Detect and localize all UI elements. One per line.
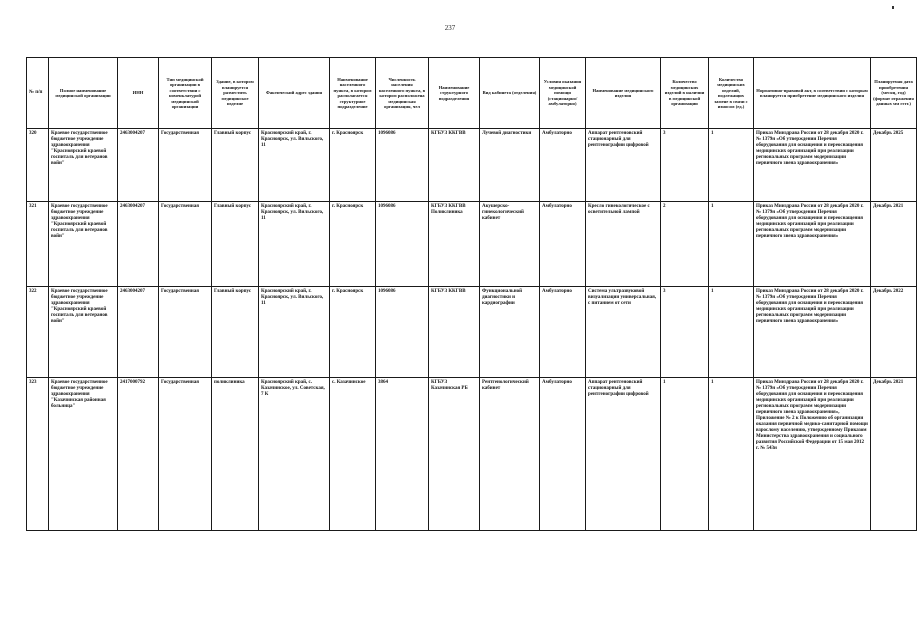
header-office: Вид кабинета (отделения) xyxy=(480,58,540,129)
cell-num: 323 xyxy=(27,378,49,531)
header-address: Фактический адрес здания xyxy=(259,58,330,129)
scan-edge-mark xyxy=(892,6,894,9)
cell-planned-date: Декабрь 2021 xyxy=(871,378,917,531)
cell-subdivision: КГБУЗ ККГВВ xyxy=(429,129,480,202)
cell-address: Красноярский край, г. Красноярск, ул. Вильского, 11 xyxy=(259,129,330,202)
cell-qty-replace: 1 xyxy=(709,287,754,378)
cell-building: Главный корпус xyxy=(212,129,259,202)
cell-legal-act: Приказ Минздрава России от 28 декабря 2020 г. № 1379н «Об утверждении Перечня оборудования для оснащения и переоснащения медицинских организаций при реализации региональных программ модернизации первичного звена здравоохранения» xyxy=(754,202,871,287)
cell-qty-existing: 3 xyxy=(661,287,709,378)
cell-office: Рентгенологический кабинет xyxy=(480,378,540,531)
cell-office: Функциональной диагностики и кардиографии xyxy=(480,287,540,378)
cell-org-name: Краевое государственное бюджетное учреждение здравоохранения "Казачинская районная больница" xyxy=(49,378,118,531)
cell-inn: 2463004207 xyxy=(118,202,159,287)
header-building: Здание, в котором планируется разместить медицинское изделие xyxy=(212,58,259,129)
cell-conditions: Амбулаторно xyxy=(540,129,586,202)
header-org-type: Тип медицинской организации в соответствии с номенклатурой медицинской организации xyxy=(159,58,212,129)
table-row xyxy=(27,129,917,202)
cell-subdivision: КГБУЗ Казачинская РБ xyxy=(429,378,480,531)
header-qty-existing: Количество медицинских изделий в наличии в медицинской организации xyxy=(661,58,709,129)
cell-legal-act: Приказ Минздрава России от 28 декабря 2020 г. № 1379н «Об утверждении Перечня оборудования для оснащения и переоснащения медицинских организаций при реализации региональных программ модернизации первичного звена здравоохранения» xyxy=(754,287,871,378)
cell-org-type: Государственная xyxy=(159,287,212,378)
cell-conditions: Амбулаторно xyxy=(540,202,586,287)
header-inn: ИНН xyxy=(118,58,159,129)
table-row xyxy=(27,287,917,378)
cell-inn: 2417000792 xyxy=(118,378,159,531)
header-subdivision: Наименование структурного подразделения xyxy=(429,58,480,129)
cell-office: Лучевой диагностики xyxy=(480,129,540,202)
header-qty-replace: Количество медицинских изделий, подлежащих замене в связи с износом (ед.) xyxy=(709,58,754,129)
header-planned-date: Планируемая дата приобретения (месяц, год) (формат отражения данных мм гггг.) xyxy=(871,58,917,129)
cell-device-name: Аппарат рентгеновский стационарный для рентгенографии цифровой xyxy=(586,129,661,202)
cell-population: 1096086 xyxy=(376,202,429,287)
header-locality: Наименование населенного пункта, в котором располагается структурное подразделение xyxy=(330,58,376,129)
cell-planned-date: Декабрь 2021 xyxy=(871,202,917,287)
table-row xyxy=(27,202,917,287)
cell-qty-existing: 3 xyxy=(661,129,709,202)
cell-org-name: Краевое государственное бюджетное учреждение здравоохранения "Красноярский краевой госпиталь для ветеранов войн" xyxy=(49,202,118,287)
cell-org-type: Государственная xyxy=(159,202,212,287)
cell-locality: г. Красноярск xyxy=(330,202,376,287)
header-device-name: Наименование медицинского изделия xyxy=(586,58,661,129)
cell-subdivision: КГБУЗ ККГВВ xyxy=(429,287,480,378)
cell-num: 322 xyxy=(27,287,49,378)
cell-locality: г. Красноярск xyxy=(330,287,376,378)
cell-planned-date: Декабрь 2022 xyxy=(871,287,917,378)
cell-locality: г. Красноярск xyxy=(330,129,376,202)
cell-device-name: Кресло гинекологическое с осветительной лампой xyxy=(586,202,661,287)
cell-population: 3864 xyxy=(376,378,429,531)
header-org-name: Полное наименование медицинской организации xyxy=(49,58,118,129)
cell-num: 320 xyxy=(27,129,49,202)
table-row xyxy=(27,378,917,531)
cell-building: поликлиника xyxy=(212,378,259,531)
cell-address: Красноярский край, с. Казачинское, ул. Советская, 7 К xyxy=(259,378,330,531)
cell-num: 321 xyxy=(27,202,49,287)
cell-qty-existing: 1 xyxy=(661,378,709,531)
header-population: Численность населения населенного пункта, в котором расположена медицинская организация, чел xyxy=(376,58,429,129)
cell-office: Акушерско-гинекологический кабинет xyxy=(480,202,540,287)
cell-device-name: Аппарат рентгеновский стационарный для рентгенографии цифровой xyxy=(586,378,661,531)
header-num: № п/п xyxy=(27,58,49,129)
cell-legal-act: Приказ Минздрава России от 28 декабря 2020 г. № 1379н «Об утверждении Перечня оборудования для оснащения и переоснащения медицинских организаций при реализации региональных программ модернизации первичного звена здравоохранения», Приложение № 2 к Положению об организации оказания первичной медико-санитарной помощи взрослому населению, утвержденному Приказом Министерства здравоохранения и социального развития Российской Федерации от 15 мая 2012 г. № 543н xyxy=(754,378,871,531)
header-legal-act: Нормативно-правовой акт, в соответствии с которым планируется приобретение медицинского изделия xyxy=(754,58,871,129)
cell-legal-act: Приказ Минздрава России от 28 декабря 2020 г. № 1379н «Об утверждении Перечня оборудования для оснащения и переоснащения медицинских организаций при реализации региональных программ модернизации первичного звена здравоохранения» xyxy=(754,129,871,202)
cell-device-name: Система ультразвуковой визуализации универсальная, с питанием от сети xyxy=(586,287,661,378)
header-conditions: Условия оказания медицинской помощи (стационарно/ амбулаторно) xyxy=(540,58,586,129)
cell-locality: с. Казачинское xyxy=(330,378,376,531)
cell-address: Красноярский край, г. Красноярск, ул. Вильского, 11 xyxy=(259,287,330,378)
cell-qty-replace: 1 xyxy=(709,378,754,531)
cell-org-name: Краевое государственное бюджетное учреждение здравоохранения "Красноярский краевой госпиталь для ветеранов войн" xyxy=(49,287,118,378)
cell-qty-replace: 1 xyxy=(709,129,754,202)
cell-inn: 2463004207 xyxy=(118,129,159,202)
cell-population: 1096086 xyxy=(376,287,429,378)
table-header-row xyxy=(27,58,917,129)
equipment-table xyxy=(26,57,917,531)
cell-qty-replace: 1 xyxy=(709,202,754,287)
cell-org-name: Краевое государственное бюджетное учреждение здравоохранения "Красноярский краевой госпиталь для ветеранов войн" xyxy=(49,129,118,202)
page-number: 237 xyxy=(444,24,456,32)
cell-org-type: Государственная xyxy=(159,129,212,202)
cell-conditions: Амбулаторно xyxy=(540,287,586,378)
cell-qty-existing: 2 xyxy=(661,202,709,287)
cell-org-type: Государственная xyxy=(159,378,212,531)
cell-subdivision: КГБУЗ ККГВВ Поликлиника xyxy=(429,202,480,287)
cell-inn: 2463004207 xyxy=(118,287,159,378)
cell-building: Главный корпус xyxy=(212,202,259,287)
cell-conditions: Амбулаторно xyxy=(540,378,586,531)
cell-population: 1096086 xyxy=(376,129,429,202)
cell-building: Главный корпус xyxy=(212,287,259,378)
cell-address: Красноярский край, г. Красноярск, ул. Вильского, 11 xyxy=(259,202,330,287)
cell-planned-date: Декабрь 2025 xyxy=(871,129,917,202)
